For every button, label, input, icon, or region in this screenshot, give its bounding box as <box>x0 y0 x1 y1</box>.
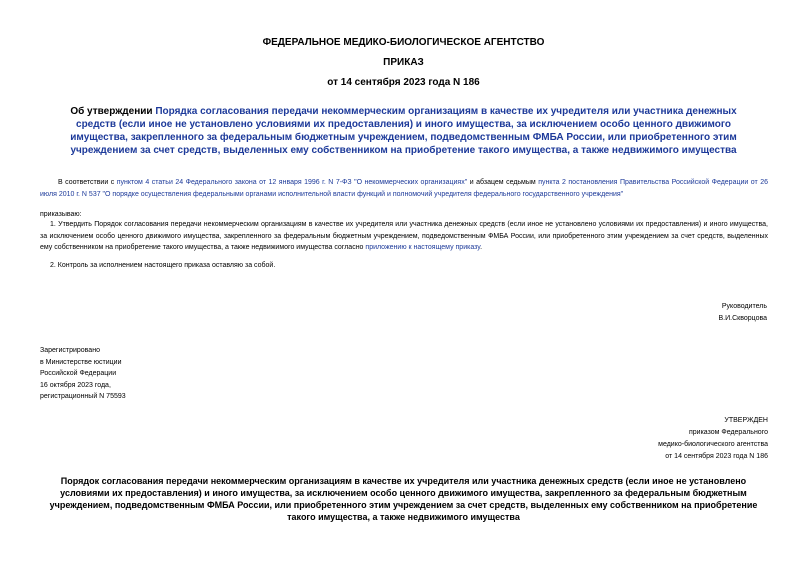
federal-law-link[interactable]: пунктом 4 статьи 24 Федерального закона от 12 января 1996 г. N 7-ФЗ "О некоммерческих организациях" <box>116 179 468 186</box>
resolve-word: приказываю: <box>40 211 82 218</box>
signer-name: В.И.Скворцова <box>718 315 767 322</box>
registration-block <box>40 345 126 403</box>
appendix-title: Порядок согласования передачи некоммерческим организациям в качестве их учредителя или участника денежных средств (если иное не установлено условиями их предоставления) и иного имущества, за исключением особо ценного движимого имущества, закрепленного за федеральным бюджетным учреждением, подведомственным ФМБА России, или приобретенного этим учреждением за счет средств, выделенных ему собственником на приобретение такого имущества, а также недвижимого имущества <box>49 476 758 522</box>
item-1-paragraph <box>40 219 768 254</box>
item-1-end: . <box>480 244 483 251</box>
registration-line: Зарегистрировано <box>40 347 100 354</box>
order-title <box>52 105 755 157</box>
intro-text-1: В соответствии с <box>58 179 117 186</box>
approval-line: УТВЕРЖДЕН <box>724 417 768 424</box>
registration-line: 16 октября 2023 года, <box>40 381 111 389</box>
approval-line: медико-биологического агентства <box>658 441 768 448</box>
title-link[interactable]: Порядка согласования передачи некоммерческим организациям в качестве их учредителя или участника денежных средств (если иное не установлено условиями их предоставления) и иного имущества, за исключением особо ценного движимого имущества, закрепленного за федеральным бюджетным учреждением, подведомственным ФМБА России, или приобретенного этим учреждением за счет средств, выделенных ему собственником на приобретение такого имущества, а также недвижимого имущества <box>70 106 737 156</box>
signer-position: Руководитель <box>721 303 767 310</box>
approval-line: от 14 сентября 2023 года N 186 <box>665 453 768 460</box>
title-prefix: Об утверждении <box>70 106 156 117</box>
intro-text-2: и абзацем седьмым <box>467 179 539 186</box>
registration-line: в Министерстве юстиции <box>40 358 122 366</box>
government-decree-link[interactable]: пункта 2 постановления Правительства Российской Федерации от 26 июля 2010 г. N 537 "О порядке осуществления федеральными органами исполнительной власти функций и полномочий учредителя федерального государственного учреждения" <box>40 179 769 198</box>
registration-line: регистрационный N 75593 <box>40 393 126 400</box>
approval-stamp-block <box>658 415 768 463</box>
registration-line: Российской Федерации <box>40 370 117 377</box>
appendix-link[interactable]: приложению к настоящему приказу <box>365 244 481 251</box>
item-1-text: 1. Утвердить Порядок согласования передачи некоммерческим организациям в качестве их учредителя или участника денежных средств (если иное не установлено условиями их предоставления) и иного имущества, за исключением особо ценного движимого имущества, закрепленного за федеральным бюджетным учреждением, подведомственным ФМБА России, или приобретенного этим учреждением за счет средств, выделенных ему собственником на приобретение такого имущества, а также недвижимого имущества согласно <box>40 221 768 251</box>
document-date: от 14 сентября 2023 года N 186 <box>327 77 480 88</box>
intro-paragraph <box>40 177 768 200</box>
item-2-paragraph: 2. Контроль за исполнением настоящего приказа оставляю за собой. <box>50 262 276 269</box>
approval-line: приказом Федерального <box>688 429 768 436</box>
document-type: ПРИКАЗ <box>383 57 424 68</box>
agency-name: ФЕДЕРАЛЬНОЕ МЕДИКО-БИОЛОГИЧЕСКОЕ АГЕНТСТВО <box>262 37 545 48</box>
signature-block <box>719 301 768 325</box>
